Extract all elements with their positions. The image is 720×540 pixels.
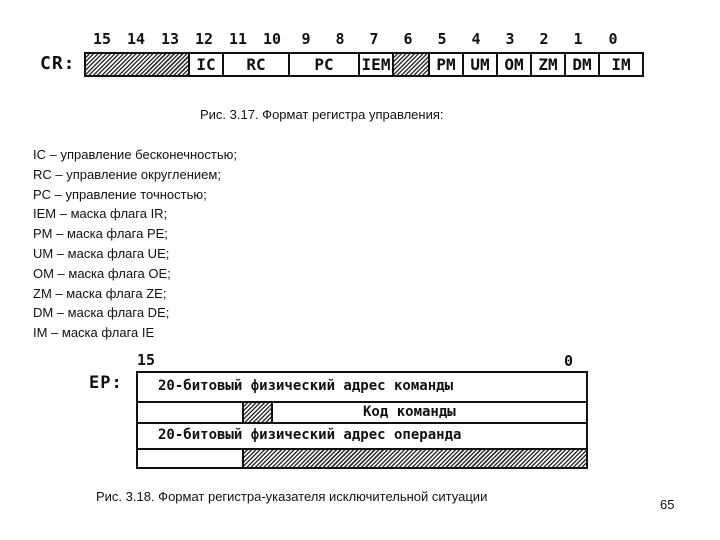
cr-bit-10: 10 — [262, 30, 282, 48]
cr-register-diagram — [84, 52, 644, 77]
legend-item-dm: DM – маска флага DE; — [33, 305, 170, 321]
legend-item-iem: IEM – маска флага IR; — [33, 206, 168, 222]
legend-item-pm: PM – маска флага PE; — [33, 226, 168, 242]
cr-field-pc: PC — [290, 54, 360, 75]
cr-bit-4: 4 — [471, 30, 481, 48]
cr-bit-7: 7 — [369, 30, 379, 48]
cr-field-legend — [33, 145, 237, 343]
figure-318-caption: Рис. 3.18. Формат регистра-указателя исключительной ситуации — [96, 489, 488, 504]
ep-operand-reserved — [242, 450, 586, 467]
ep-register-diagram — [136, 371, 588, 469]
cr-reserved-bit6 — [394, 54, 430, 75]
ep-opcode-text: Код команды — [363, 404, 456, 420]
cr-field-zm: ZM — [532, 54, 566, 75]
ep-row-operand-reserved — [138, 450, 586, 467]
legend-item-om: OM – маска флага OE; — [33, 265, 171, 281]
cr-field-om: OM — [498, 54, 532, 75]
cr-field-ic: IC — [190, 54, 224, 75]
legend-item-pc: PC – управление точностью; — [33, 186, 207, 202]
ep-row-operand-address — [138, 424, 586, 450]
cr-bit-2: 2 — [539, 30, 549, 48]
cr-bit-13: 13 — [160, 30, 180, 48]
cr-field-um: UM — [464, 54, 498, 75]
cr-bit-14: 14 — [126, 30, 146, 48]
cr-field-dm: DM — [566, 54, 600, 75]
cr-field-pm: PM — [430, 54, 464, 75]
cr-field-im: IM — [611, 55, 631, 74]
cr-bit-6: 6 — [403, 30, 413, 48]
cr-bit-1: 1 — [573, 30, 583, 48]
cr-register-label: CR: — [40, 53, 76, 74]
ep-instruction-address-text: 20-битовый физический адрес команды — [158, 378, 454, 394]
page-number: 65 — [660, 497, 675, 512]
ep-operand-address-text: 20-битовый физический адрес операнда — [158, 427, 462, 443]
legend-item-rc: RC – управление округлением; — [33, 166, 221, 182]
ep-row-opcode — [138, 403, 586, 424]
legend-item-zm: ZM – маска флага ZE; — [33, 285, 167, 301]
ep-row-instruction-address — [138, 373, 586, 403]
legend-item-im: IM – маска флага IE — [33, 325, 155, 341]
cr-bit-8: 8 — [335, 30, 345, 48]
cr-bit-11: 11 — [228, 30, 248, 48]
cr-bit-3: 3 — [505, 30, 515, 48]
ep-register-label: EP: — [89, 373, 123, 393]
legend-item-um: UM – маска флага UE; — [33, 245, 170, 261]
cr-bit-15: 15 — [92, 30, 112, 48]
cr-field-rc: RC — [224, 54, 290, 75]
ep-opcode-reserved — [242, 403, 273, 422]
cr-bit-12: 12 — [194, 30, 214, 48]
ep-bit-0: 0 — [564, 352, 574, 370]
ep-bit-15: 15 — [137, 351, 156, 369]
legend-item-ic: IC – управление бесконечностью; — [33, 147, 238, 162]
cr-bit-5: 5 — [437, 30, 447, 48]
cr-field-iem: IEM — [360, 54, 394, 75]
cr-reserved-high — [86, 54, 190, 75]
cr-bit-0: 0 — [608, 30, 618, 48]
cr-bit-9: 9 — [301, 30, 311, 48]
figure-317-caption: Рис. 3.17. Формат регистра управления: — [200, 107, 444, 122]
